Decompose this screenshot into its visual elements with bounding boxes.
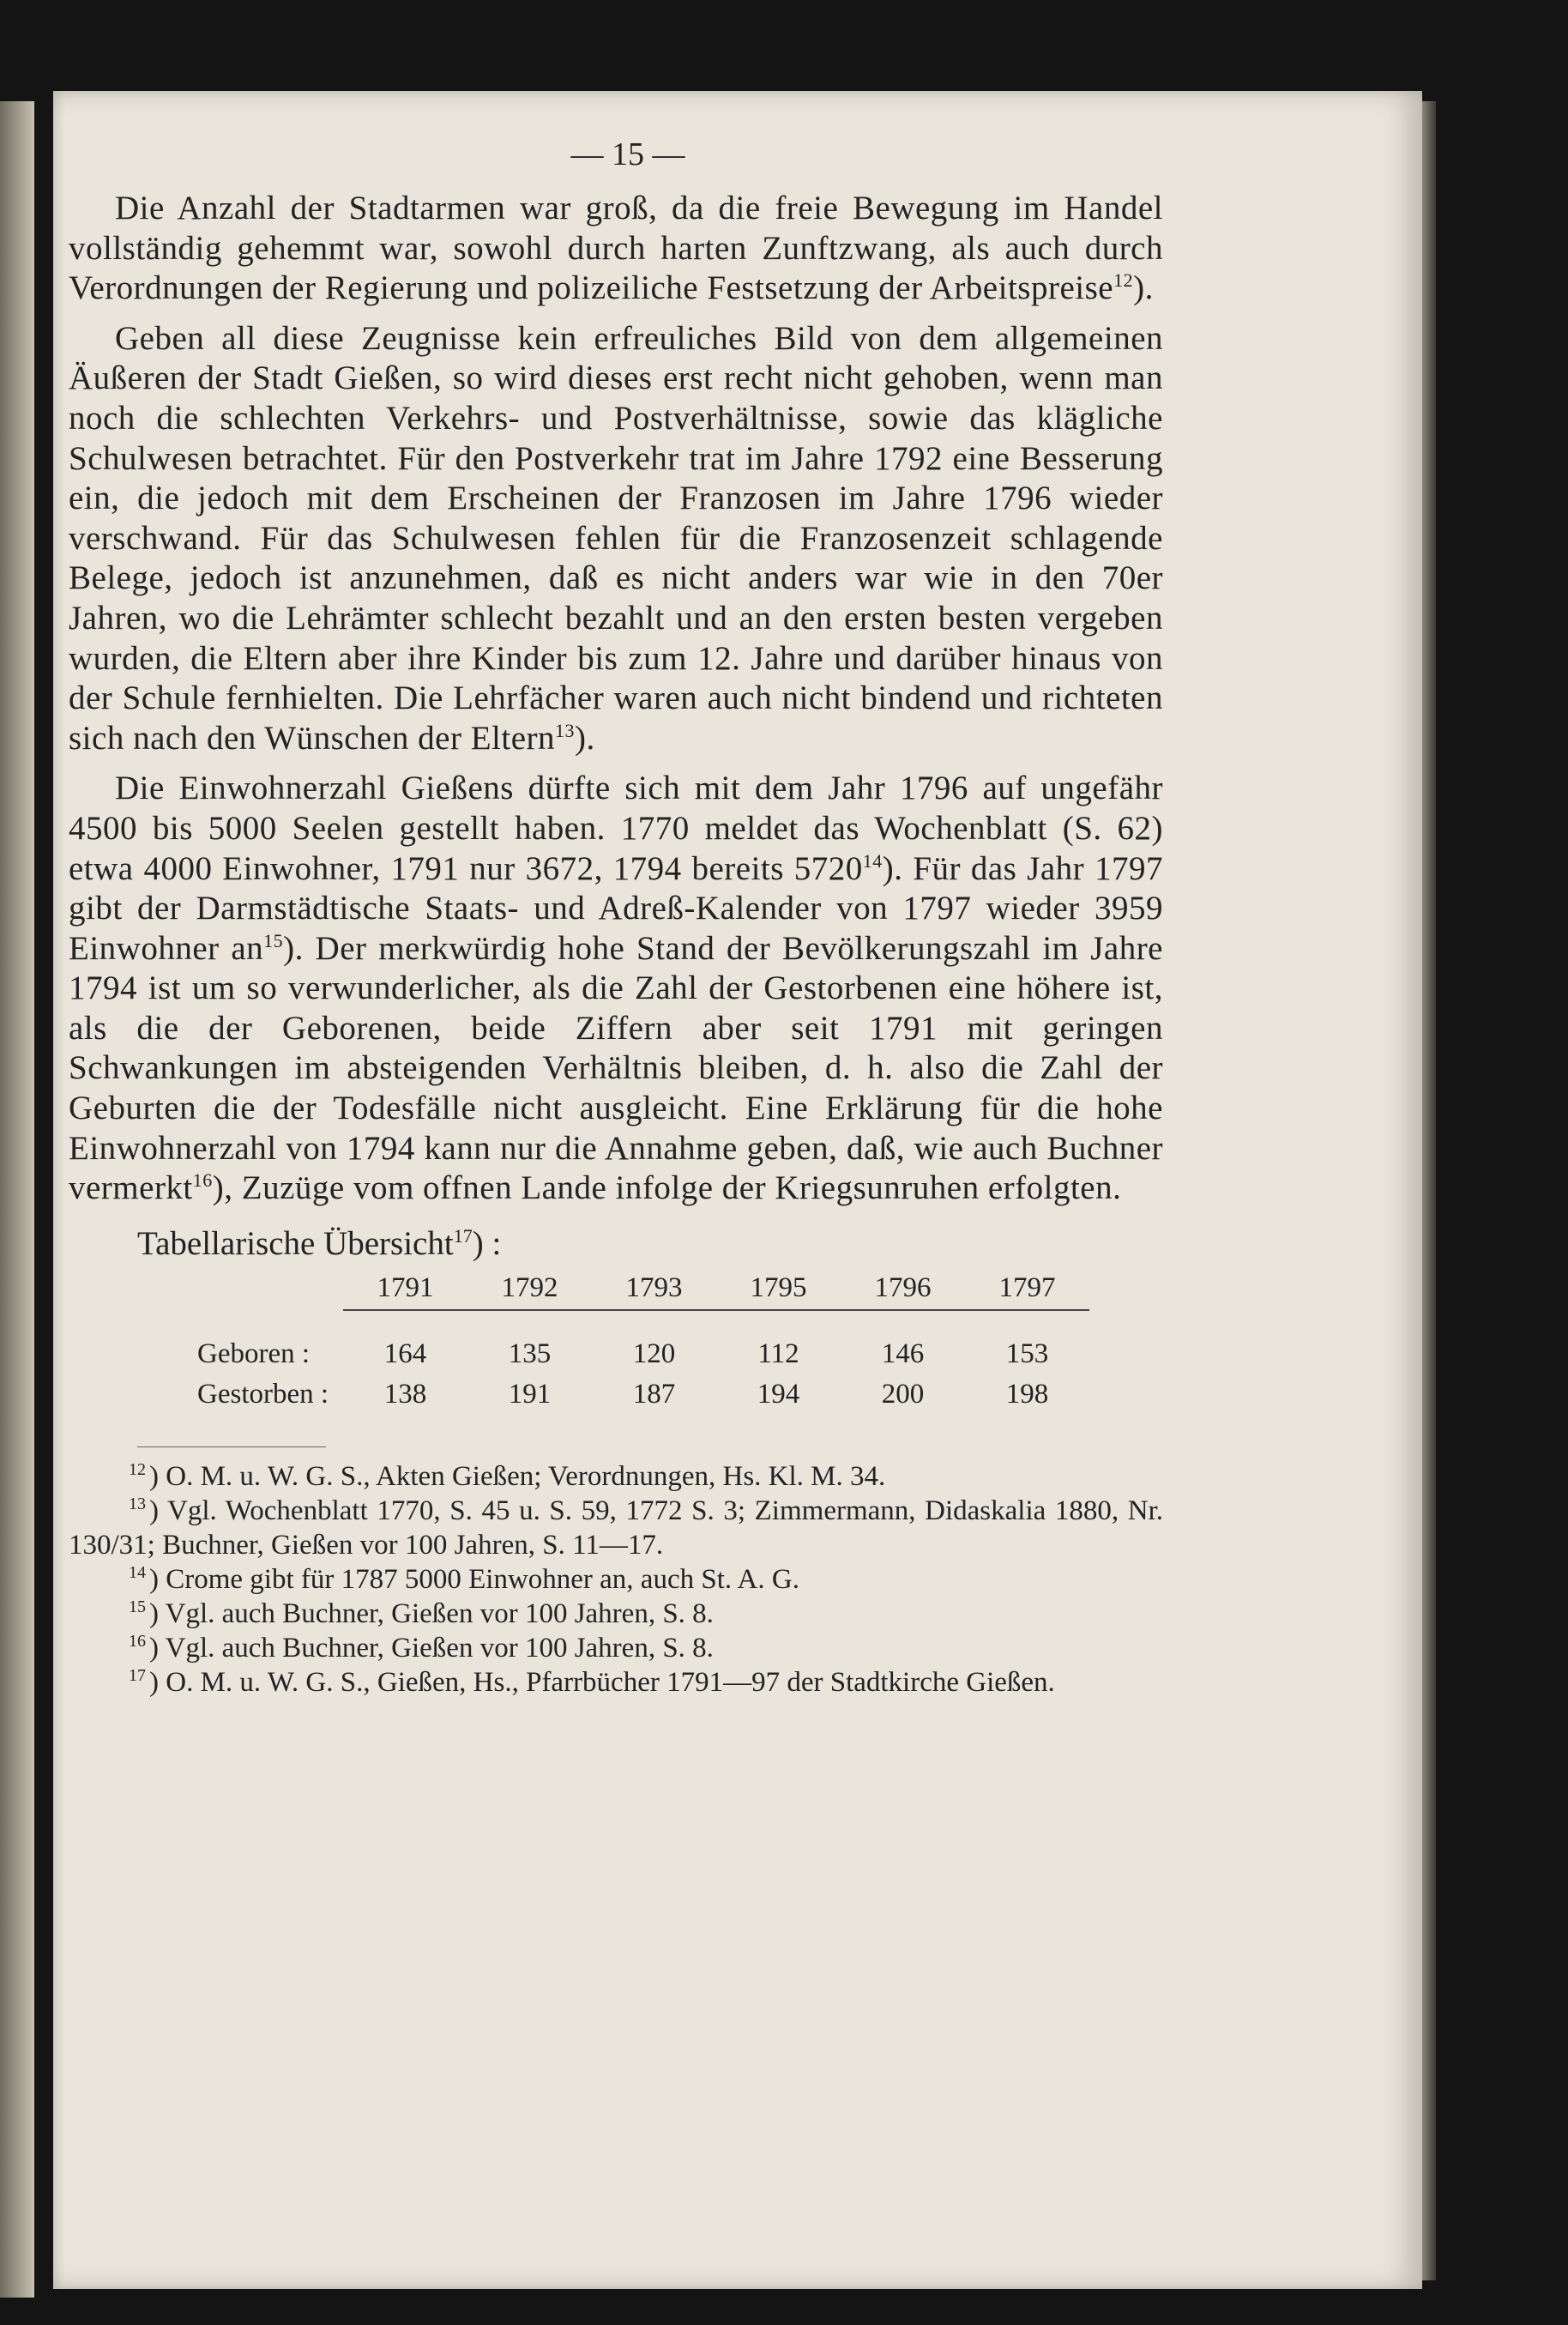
table-cell: 120	[632, 1338, 676, 1369]
footnote-15: $^{15}$ ) Vgl. auch Buchner, Gießen vor 100 Jahren, S. 8.	[129, 1597, 714, 1629]
table-cell: 135	[508, 1338, 552, 1369]
population-table	[197, 1272, 1163, 1410]
paragraph-2: Geben all diese Zeugnisse kein erfreuliches Bild von dem allgemeinen Äußeren der Stadt Gießen, so wird dieses erst recht nicht gehoben, wenn man noch die schlechten Verkehrs- und Postverhältnisse, sowie das klägliche Schulwesen betrachtet. Für den Postverkehr trat im Jahre 1792 eine Besserung ein, die jedoch mit dem Erscheinen der Franzosen im Jahre 1796 wieder verschwand. Für das Schulwesen fehlen für die Franzosenzeit schlagende Belege, jedoch ist anzunehmen, daß es nicht anders war wie in den 70er Jahren, wo die Lehrämter schlecht bezahlt und an den ersten besten vergeben wurden, die Eltern aber ihre Kinder bis zum 12. Jahre und darüber hinaus von der Schule fernhielten. Die Lehrfächer waren auch nicht bindend und richteten sich nach den Wünschen der Eltern$^{13}$).	[69, 319, 1163, 757]
footnote-17: $^{17}$ ) O. M. u. W. G. S., Gießen, Hs., Pfarrbücher 1791—97 der Stadtkirche Gießen.	[129, 1665, 1055, 1698]
row-label-births: Geboren :	[197, 1338, 311, 1369]
year-header: 1797	[965, 1272, 1089, 1311]
page-edge-shadow	[1422, 101, 1436, 2280]
footnote-12: $^{12}$ ) O. M. u. W. G. S., Akten Gießen; Verordnungen, Hs. Kl. M. 34.	[129, 1459, 886, 1492]
table-cell: 198	[1005, 1378, 1049, 1410]
page-number: — 15 —	[570, 136, 685, 172]
year-header: 1791	[343, 1272, 467, 1311]
footnote-ref-16: 16	[192, 1169, 213, 1192]
footnote-ref-13: 13	[555, 719, 575, 741]
footnote-16: $^{16}$ ) Vgl. auch Buchner, Gießen vor 100 Jahren, S. 8.	[129, 1631, 714, 1664]
paragraph-3: Die Einwohnerzahl Gießens dürfte sich mit dem Jahr 1796 auf ungefähr 4500 bis 5000 Seelen gestellt haben. 1770 meldet das Wochenblatt (S. 62) etwa 4000 Einwohner, 1791 nur 3672, 1794 bereits 5720$^{14}$). Für das Jahr 1797 gibt der Darmstädtische Staats- und Adreß-Kalender von 1797 wieder 3959 Einwohner $an^{15}$). Der merkwürdig hohe Stand der Bevölkerungszahl im Jahre 1794 ist um so verwunderlicher, als die Zahl der Gestorbenen eine höhere ist, als die der Geborenen, beide Ziffern aber seit 1791 mit geringen Schwankungen im absteigenden Verhältnis bleiben, d. h. also die Zahl der Geburten die der Todesfälle nicht ausgleicht. Eine Erklärung für die hohe Einwohnerzahl von 1794 kann nur die Annahme geben, daß, wie auch Buchner vermerkt$^{16}$), Zuzüge vom offnen Lande infolge der Kriegsunruhen erfolgten.	[69, 770, 1163, 1207]
year-header: 1796	[841, 1272, 965, 1311]
year-header: 1792	[467, 1272, 592, 1311]
footnote-13: $^{13}$ ) Vgl. Wochenblatt 1770, S. 45 u. S. 59, 1772 S. 3; Zimmermann, Didaskalia 1880, Nr. 130/31; Buchner, Gießen vor 100 Jahren, S. 11—17.	[69, 1494, 1163, 1561]
table-cell: 146	[881, 1338, 925, 1369]
footnote-separator	[137, 1446, 326, 1447]
table-cell: 164	[383, 1338, 427, 1369]
row-label-deaths: Gestorben :	[197, 1378, 329, 1410]
table-cell: 194	[757, 1378, 800, 1410]
footnote-ref-14: 14	[862, 849, 883, 872]
previous-page-edge	[0, 101, 34, 2298]
footnote-ref-15: 15	[263, 929, 284, 951]
year-header: 1793	[592, 1272, 716, 1311]
table-cell: 138	[383, 1378, 427, 1410]
paragraph-1: Die Anzahl der Stadtarmen war groß, da die freie Bewegung im Handel vollständig gehemmt war, sowohl durch harten Zunftzwang, als auch durch Verordnungen der Regierung und polizeiliche Festsetzung der Arbeitspreise$^{12}$).	[69, 190, 1163, 307]
table-cell: 191	[508, 1378, 552, 1410]
year-header: 1795	[716, 1272, 841, 1311]
footnote-ref-17: 17	[453, 1224, 473, 1247]
table-caption: Tabellarische Übersicht$^{17}$) :	[137, 1224, 502, 1262]
page-content	[69, 136, 1163, 1700]
table-cell: 200	[881, 1378, 925, 1410]
footnote-ref-12: 12	[1113, 269, 1134, 292]
table-cell: 112	[757, 1338, 799, 1369]
table-corner	[197, 1272, 343, 1330]
footnote-14: $^{14}$ ) Crome gibt für 1787 5000 Einwohner an, auch St. A. G.	[129, 1562, 799, 1595]
table-cell: 153	[1005, 1338, 1049, 1369]
table-cell: 187	[632, 1378, 676, 1410]
